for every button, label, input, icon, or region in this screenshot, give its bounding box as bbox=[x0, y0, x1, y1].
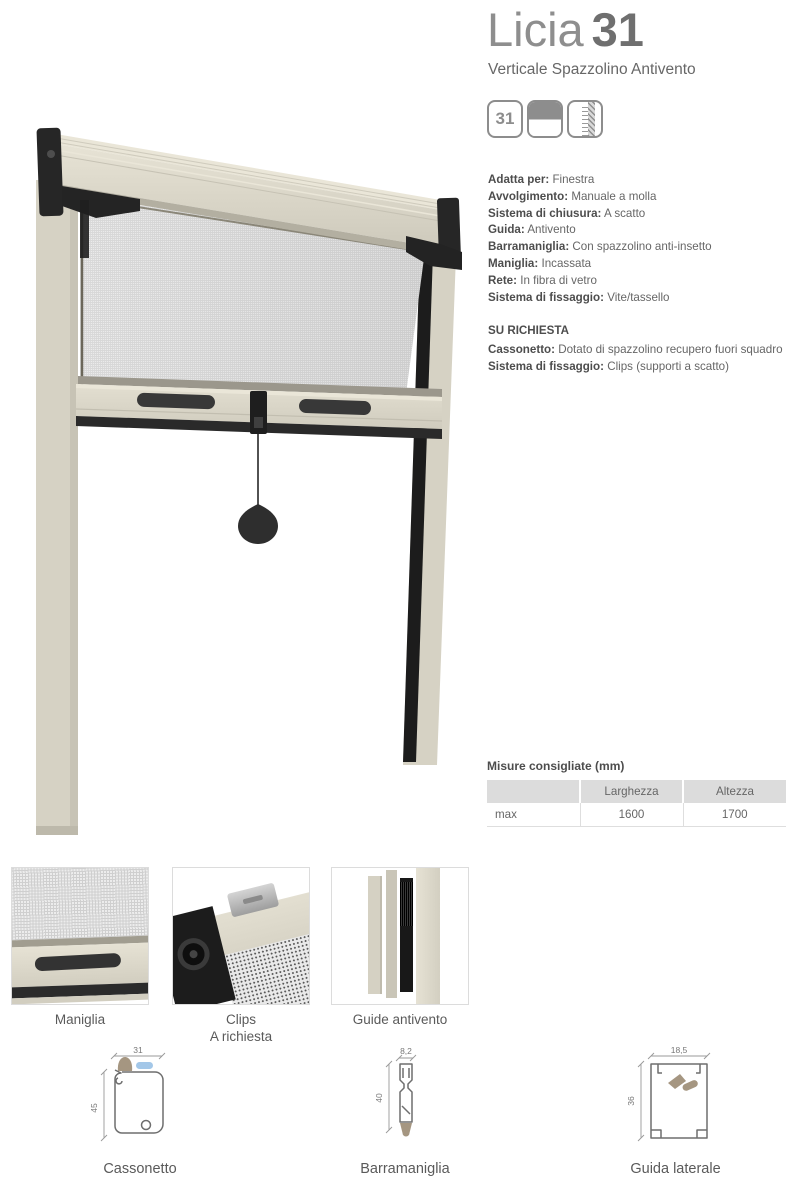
handle-left bbox=[137, 393, 215, 410]
spec-label: Adatta per: bbox=[488, 173, 550, 186]
header-cell-altezza: Altezza bbox=[683, 780, 786, 803]
width-dimension bbox=[648, 1046, 710, 1059]
maniglia-photo bbox=[11, 867, 149, 1005]
sublabel-text: A richiesta bbox=[209, 1029, 273, 1044]
altezza-value-cell: 1700 bbox=[683, 803, 786, 826]
thumbnail-label-maniglia bbox=[11, 1011, 149, 1028]
spec-label: Rete: bbox=[488, 273, 517, 287]
on-request-row bbox=[488, 342, 788, 359]
profile-outline bbox=[115, 1070, 163, 1133]
barramaniglia-profile-drawing bbox=[350, 1046, 460, 1150]
spec-list bbox=[488, 172, 788, 306]
spec-value: Manuale a molla bbox=[571, 189, 657, 203]
brush-elements bbox=[668, 1074, 699, 1092]
measures-section bbox=[487, 759, 786, 827]
width-dimension bbox=[111, 1046, 165, 1059]
product-subtitle: Verticale Spazzolino Antivento bbox=[488, 61, 696, 78]
blue-detail bbox=[136, 1062, 153, 1069]
drawing-label: Cassonetto bbox=[103, 1161, 177, 1177]
thumb-handle bbox=[35, 953, 122, 971]
larghezza-value-cell: 1600 bbox=[580, 803, 683, 826]
closure-clip bbox=[250, 391, 267, 434]
badge-31 bbox=[487, 100, 523, 138]
spec-label: Maniglia: bbox=[488, 256, 539, 270]
guide-front-face bbox=[416, 868, 440, 1005]
thumbnail-clips bbox=[172, 867, 310, 1005]
spec-row bbox=[488, 273, 788, 290]
spec-label: Avvolgimento: bbox=[488, 189, 569, 203]
product-number: 31 bbox=[591, 3, 644, 56]
cassonetto-icon-fill bbox=[529, 102, 561, 136]
height-dimension bbox=[626, 1061, 644, 1141]
header-cell-larghezza: Larghezza bbox=[580, 780, 683, 803]
spec-label: Sistema di chiusura: bbox=[488, 206, 602, 220]
on-request-label: Sistema di fissaggio: bbox=[488, 359, 604, 373]
brush-element bbox=[400, 1123, 412, 1136]
on-request-label: Cassonetto: bbox=[488, 343, 555, 356]
spec-row bbox=[488, 256, 788, 273]
drawing-barramaniglia bbox=[350, 1046, 460, 1177]
row-name-cell: max bbox=[487, 803, 580, 826]
spec-row bbox=[488, 172, 788, 189]
spec-value: Antivento bbox=[527, 223, 576, 237]
spec-row bbox=[488, 239, 788, 256]
cord-knob bbox=[238, 504, 278, 544]
header-cell-empty bbox=[487, 780, 580, 803]
profile-outline bbox=[400, 1064, 412, 1122]
on-request-section bbox=[488, 324, 788, 376]
spec-value: A scatto bbox=[604, 206, 646, 220]
thumb-handle-bar bbox=[11, 942, 149, 987]
on-request-heading: SU RICHIESTA bbox=[488, 324, 569, 337]
svg-text:18,5: 18,5 bbox=[670, 1046, 688, 1055]
spec-row bbox=[488, 189, 788, 206]
thumbnail-label-guide bbox=[331, 1011, 469, 1028]
spec-row bbox=[488, 222, 788, 239]
svg-text:45: 45 bbox=[89, 1103, 99, 1113]
measures-header-row bbox=[487, 780, 786, 803]
badge-31-label: 31 bbox=[495, 109, 515, 128]
spec-label: Sistema di fissaggio: bbox=[488, 290, 604, 304]
table-row bbox=[487, 803, 786, 826]
guide-rear-flange bbox=[368, 876, 382, 994]
label-text: Guide antivento bbox=[352, 1012, 448, 1027]
clip-slot bbox=[243, 895, 264, 905]
left-guide bbox=[36, 180, 78, 835]
badge-row bbox=[487, 100, 603, 138]
handle-right bbox=[299, 399, 371, 416]
product-illustration bbox=[0, 0, 470, 850]
spec-value: Finestra bbox=[552, 173, 595, 186]
label-text: Maniglia bbox=[54, 1012, 106, 1027]
spec-value: Con spazzolino anti-insetto bbox=[572, 240, 712, 254]
cassonetto-icon bbox=[527, 100, 563, 138]
measures-table bbox=[487, 780, 786, 827]
thumb-mesh bbox=[11, 867, 149, 941]
antivento-icon-strip bbox=[588, 102, 595, 136]
cassonetto-profile-drawing bbox=[80, 1046, 200, 1150]
drawing-cassonetto bbox=[80, 1046, 200, 1177]
guide-channel bbox=[386, 870, 397, 998]
drawing-label: Guida laterale bbox=[630, 1161, 721, 1177]
product-name: Licia bbox=[487, 3, 584, 56]
spec-row bbox=[488, 290, 788, 307]
guida-laterale-profile-drawing bbox=[618, 1046, 733, 1150]
svg-text:40: 40 bbox=[374, 1093, 384, 1103]
brush-element bbox=[118, 1057, 132, 1071]
measures-title: Misure consigliate (mm) bbox=[487, 759, 625, 773]
drawing-label: Barramaniglia bbox=[360, 1161, 450, 1177]
on-request-value: Dotato di spazzolino recupero fuori squadro bbox=[558, 343, 783, 356]
spec-value: Incassata bbox=[541, 256, 592, 270]
spec-value: Vite/tassello bbox=[607, 290, 670, 304]
on-request-row bbox=[488, 359, 788, 376]
on-request-value: Clips (supporti a scatto) bbox=[607, 359, 729, 373]
spec-label: Barramaniglia: bbox=[488, 240, 570, 254]
svg-text:8,2: 8,2 bbox=[400, 1046, 412, 1056]
thumbnail-guide-antivento bbox=[331, 867, 469, 1005]
width-dimension bbox=[396, 1046, 416, 1061]
drawing-guida-laterale bbox=[618, 1046, 733, 1177]
antivento-brush-icon bbox=[567, 100, 603, 138]
thumbnail-maniglia bbox=[11, 867, 149, 1005]
guide-brush bbox=[400, 882, 413, 926]
page-title bbox=[487, 2, 644, 57]
svg-text:36: 36 bbox=[626, 1096, 636, 1106]
spec-value: In fibra di vetro bbox=[520, 273, 597, 287]
svg-text:31: 31 bbox=[133, 1046, 143, 1055]
spec-row bbox=[488, 206, 788, 223]
thumbnail-label-clips bbox=[172, 1011, 310, 1045]
height-dimension bbox=[89, 1069, 107, 1141]
label-text: Clips bbox=[225, 1012, 256, 1027]
height-dimension bbox=[374, 1061, 392, 1133]
spec-label: Guida: bbox=[488, 223, 525, 237]
